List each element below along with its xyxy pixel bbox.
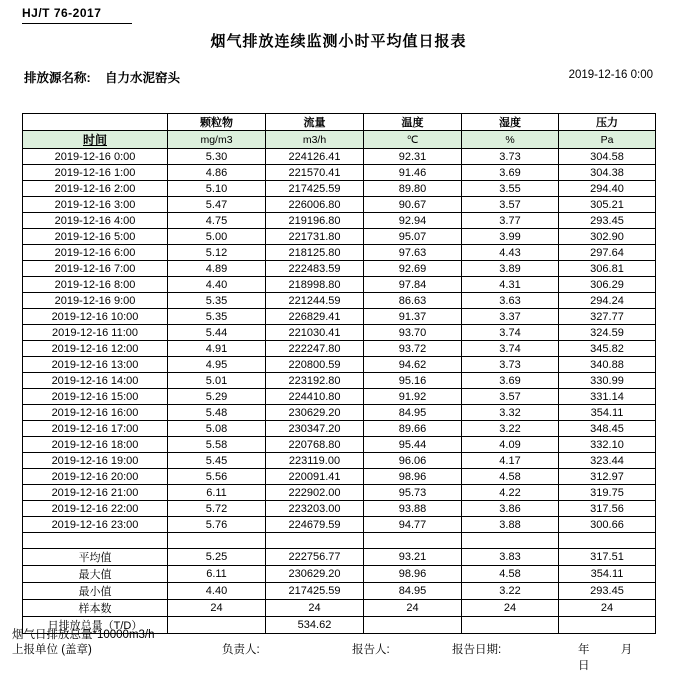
cell-particulate: 4.40 <box>168 277 266 293</box>
cell-flow: 224126.41 <box>266 149 364 165</box>
cell-flow: 223203.00 <box>266 501 364 517</box>
cell-particulate: 5.12 <box>168 245 266 261</box>
stat-particulate: 5.25 <box>168 549 266 566</box>
stat-particulate: 4.40 <box>168 583 266 600</box>
cell-particulate: 5.56 <box>168 469 266 485</box>
cell-time: 2019-12-16 1:00 <box>23 165 168 181</box>
spacer-cell <box>23 533 168 549</box>
cell-particulate: 5.35 <box>168 309 266 325</box>
table-row <box>23 181 656 197</box>
cell-particulate: 5.44 <box>168 325 266 341</box>
stat-pressure: 24 <box>559 600 656 617</box>
cell-flow: 223192.80 <box>266 373 364 389</box>
stat-temperature: 93.21 <box>364 549 462 566</box>
cell-time: 2019-12-16 4:00 <box>23 213 168 229</box>
cell-flow: 220091.41 <box>266 469 364 485</box>
unit-time: 时间 <box>23 131 168 149</box>
cell-particulate: 4.91 <box>168 341 266 357</box>
table-row <box>23 261 656 277</box>
cell-humidity: 3.88 <box>462 517 559 533</box>
cell-flow: 219196.80 <box>266 213 364 229</box>
cell-humidity: 3.22 <box>462 421 559 437</box>
cell-pressure: 305.21 <box>559 197 656 213</box>
cell-pressure: 323.44 <box>559 453 656 469</box>
header-flow: 流量 <box>266 114 364 131</box>
cell-particulate: 5.72 <box>168 501 266 517</box>
table-row <box>23 213 656 229</box>
table-row <box>23 373 656 389</box>
cell-temperature: 94.62 <box>364 357 462 373</box>
cell-particulate: 4.86 <box>168 165 266 181</box>
cell-pressure: 332.10 <box>559 437 656 453</box>
cell-temperature: 84.95 <box>364 405 462 421</box>
cell-flow: 221030.41 <box>266 325 364 341</box>
cell-particulate: 5.76 <box>168 517 266 533</box>
cell-temperature: 98.96 <box>364 469 462 485</box>
cell-temperature: 95.16 <box>364 373 462 389</box>
cell-humidity: 4.17 <box>462 453 559 469</box>
cell-temperature: 95.73 <box>364 485 462 501</box>
cell-particulate: 5.00 <box>168 229 266 245</box>
table-unit-row <box>23 131 656 149</box>
cell-humidity: 3.89 <box>462 261 559 277</box>
cell-temperature: 92.31 <box>364 149 462 165</box>
cell-pressure: 331.14 <box>559 389 656 405</box>
table-header-row <box>23 114 656 131</box>
stat-label: 最小值 <box>23 583 168 600</box>
stat-row-max <box>23 566 656 583</box>
stat-temperature: 84.95 <box>364 583 462 600</box>
cell-humidity: 3.77 <box>462 213 559 229</box>
cell-pressure: 330.99 <box>559 373 656 389</box>
stat-row-average <box>23 549 656 566</box>
table-row <box>23 149 656 165</box>
cell-temperature: 91.92 <box>364 389 462 405</box>
cell-humidity: 3.37 <box>462 309 559 325</box>
table-row <box>23 197 656 213</box>
cell-temperature: 90.67 <box>364 197 462 213</box>
cell-pressure: 300.66 <box>559 517 656 533</box>
table-row <box>23 421 656 437</box>
cell-flow: 220768.80 <box>266 437 364 453</box>
cell-particulate: 5.30 <box>168 149 266 165</box>
stat-particulate: 6.11 <box>168 566 266 583</box>
daily-total-pressure <box>559 617 656 634</box>
cell-particulate: 5.47 <box>168 197 266 213</box>
cell-time: 2019-12-16 15:00 <box>23 389 168 405</box>
stat-pressure: 354.11 <box>559 566 656 583</box>
cell-humidity: 3.73 <box>462 149 559 165</box>
table-row <box>23 357 656 373</box>
cell-particulate: 5.35 <box>168 293 266 309</box>
table-row <box>23 341 656 357</box>
cell-flow: 222247.80 <box>266 341 364 357</box>
cell-flow: 218998.80 <box>266 277 364 293</box>
cell-humidity: 3.69 <box>462 373 559 389</box>
cell-temperature: 91.37 <box>364 309 462 325</box>
cell-flow: 220800.59 <box>266 357 364 373</box>
stat-flow: 222756.77 <box>266 549 364 566</box>
cell-time: 2019-12-16 21:00 <box>23 485 168 501</box>
cell-humidity: 3.32 <box>462 405 559 421</box>
cell-temperature: 97.63 <box>364 245 462 261</box>
cell-particulate: 5.48 <box>168 405 266 421</box>
cell-humidity: 4.09 <box>462 437 559 453</box>
cell-time: 2019-12-16 22:00 <box>23 501 168 517</box>
cell-time: 2019-12-16 11:00 <box>23 325 168 341</box>
unit-pressure: Pa <box>559 131 656 149</box>
footer-unit-seal: 上报单位 (盖章) <box>12 644 92 656</box>
cell-flow: 230347.20 <box>266 421 364 437</box>
cell-time: 2019-12-16 7:00 <box>23 261 168 277</box>
cell-particulate: 5.29 <box>168 389 266 405</box>
page-title: 烟气排放连续监测小时平均值日报表 <box>210 33 467 50</box>
cell-pressure: 304.58 <box>559 149 656 165</box>
cell-flow: 221570.41 <box>266 165 364 181</box>
footer-total-note: 烟气日排放总量*10000m3/h <box>12 629 155 641</box>
cell-temperature: 96.06 <box>364 453 462 469</box>
cell-temperature: 93.70 <box>364 325 462 341</box>
cell-particulate: 5.08 <box>168 421 266 437</box>
cell-temperature: 92.69 <box>364 261 462 277</box>
spacer-cell <box>168 533 266 549</box>
cell-flow: 221731.80 <box>266 229 364 245</box>
cell-temperature: 95.07 <box>364 229 462 245</box>
cell-humidity: 3.74 <box>462 325 559 341</box>
cell-time: 2019-12-16 5:00 <box>23 229 168 245</box>
cell-time: 2019-12-16 9:00 <box>23 293 168 309</box>
table-row <box>23 165 656 181</box>
footer-reporter: 报告人: <box>352 644 390 656</box>
table-row <box>23 485 656 501</box>
cell-pressure: 348.45 <box>559 421 656 437</box>
cell-pressure: 302.90 <box>559 229 656 245</box>
cell-humidity: 3.57 <box>462 389 559 405</box>
stat-humidity: 4.58 <box>462 566 559 583</box>
cell-time: 2019-12-16 6:00 <box>23 245 168 261</box>
table-row <box>23 325 656 341</box>
stat-flow: 24 <box>266 600 364 617</box>
cell-temperature: 89.80 <box>364 181 462 197</box>
cell-pressure: 306.81 <box>559 261 656 277</box>
stat-humidity: 3.83 <box>462 549 559 566</box>
cell-pressure: 340.88 <box>559 357 656 373</box>
unit-humidity: % <box>462 131 559 149</box>
cell-temperature: 93.88 <box>364 501 462 517</box>
cell-temperature: 91.46 <box>364 165 462 181</box>
stat-flow: 230629.20 <box>266 566 364 583</box>
cell-particulate: 5.10 <box>168 181 266 197</box>
cell-time: 2019-12-16 3:00 <box>23 197 168 213</box>
cell-pressure: 345.82 <box>559 341 656 357</box>
source-label: 排放源名称: <box>24 71 91 85</box>
cell-flow: 221244.59 <box>266 293 364 309</box>
stat-humidity: 3.22 <box>462 583 559 600</box>
stat-pressure: 293.45 <box>559 583 656 600</box>
cell-time: 2019-12-16 10:00 <box>23 309 168 325</box>
hourly-average-table <box>22 113 656 634</box>
report-datetime: 2019-12-16 0:00 <box>568 69 653 81</box>
daily-total-temperature <box>364 617 462 634</box>
table-row <box>23 293 656 309</box>
cell-temperature: 93.72 <box>364 341 462 357</box>
cell-flow: 226829.41 <box>266 309 364 325</box>
cell-particulate: 5.58 <box>168 437 266 453</box>
cell-flow: 224410.80 <box>266 389 364 405</box>
cell-pressure: 297.64 <box>559 245 656 261</box>
cell-humidity: 3.73 <box>462 357 559 373</box>
stat-humidity: 24 <box>462 600 559 617</box>
table-row <box>23 245 656 261</box>
cell-time: 2019-12-16 12:00 <box>23 341 168 357</box>
cell-pressure: 293.45 <box>559 213 656 229</box>
cell-flow: 218125.80 <box>266 245 364 261</box>
header-pressure: 压力 <box>559 114 656 131</box>
stat-row-min <box>23 583 656 600</box>
cell-flow: 217425.59 <box>266 181 364 197</box>
table-row <box>23 277 656 293</box>
stat-temperature: 24 <box>364 600 462 617</box>
daily-total-particulate <box>168 617 266 634</box>
cell-temperature: 94.77 <box>364 517 462 533</box>
table-row <box>23 309 656 325</box>
stat-particulate: 24 <box>168 600 266 617</box>
cell-flow: 224679.59 <box>266 517 364 533</box>
cell-temperature: 89.66 <box>364 421 462 437</box>
unit-temperature: ℃ <box>364 131 462 149</box>
cell-time: 2019-12-16 17:00 <box>23 421 168 437</box>
table-row <box>23 501 656 517</box>
cell-time: 2019-12-16 14:00 <box>23 373 168 389</box>
cell-flow: 230629.20 <box>266 405 364 421</box>
cell-humidity: 4.22 <box>462 485 559 501</box>
table-row <box>23 469 656 485</box>
cell-time: 2019-12-16 13:00 <box>23 357 168 373</box>
daily-total-humidity <box>462 617 559 634</box>
daily-total-label: 日排放总量（T/D） <box>23 617 168 634</box>
cell-time: 2019-12-16 23:00 <box>23 517 168 533</box>
stat-label: 最大值 <box>23 566 168 583</box>
cell-humidity: 3.99 <box>462 229 559 245</box>
table-row <box>23 389 656 405</box>
cell-particulate: 4.89 <box>168 261 266 277</box>
footer-report-date: 报告日期: <box>452 644 502 656</box>
daily-total-flow: 534.62 <box>266 617 364 634</box>
table-row <box>23 405 656 421</box>
cell-time: 2019-12-16 20:00 <box>23 469 168 485</box>
cell-particulate: 6.11 <box>168 485 266 501</box>
cell-particulate: 5.45 <box>168 453 266 469</box>
cell-pressure: 324.59 <box>559 325 656 341</box>
cell-humidity: 3.57 <box>462 197 559 213</box>
cell-humidity: 3.86 <box>462 501 559 517</box>
cell-temperature: 97.84 <box>364 277 462 293</box>
cell-flow: 222483.59 <box>266 261 364 277</box>
cell-pressure: 312.97 <box>559 469 656 485</box>
footer-year-month-day: 年 月 日 <box>578 644 647 672</box>
cell-time: 2019-12-16 2:00 <box>23 181 168 197</box>
cell-particulate: 5.01 <box>168 373 266 389</box>
stat-temperature: 98.96 <box>364 566 462 583</box>
cell-time: 2019-12-16 0:00 <box>23 149 168 165</box>
table-row <box>23 437 656 453</box>
spacer-cell <box>266 533 364 549</box>
unit-particulate: mg/m3 <box>168 131 266 149</box>
cell-pressure: 306.29 <box>559 277 656 293</box>
cell-humidity: 3.69 <box>462 165 559 181</box>
header-blank <box>23 114 168 131</box>
cell-pressure: 327.77 <box>559 309 656 325</box>
cell-humidity: 4.31 <box>462 277 559 293</box>
cell-temperature: 95.44 <box>364 437 462 453</box>
cell-pressure: 317.56 <box>559 501 656 517</box>
stat-label: 平均值 <box>23 549 168 566</box>
stat-pressure: 317.51 <box>559 549 656 566</box>
table-row <box>23 229 656 245</box>
footer-responsible: 负责人: <box>222 644 260 656</box>
cell-humidity: 4.58 <box>462 469 559 485</box>
source-value: 自力水泥窑头 <box>105 71 181 85</box>
cell-temperature: 86.63 <box>364 293 462 309</box>
cell-pressure: 304.38 <box>559 165 656 181</box>
stat-label: 样本数 <box>23 600 168 617</box>
cell-time: 2019-12-16 8:00 <box>23 277 168 293</box>
header-humidity: 湿度 <box>462 114 559 131</box>
header-temperature: 温度 <box>364 114 462 131</box>
unit-flow: m3/h <box>266 131 364 149</box>
cell-flow: 222902.00 <box>266 485 364 501</box>
header-rule <box>22 23 132 24</box>
cell-pressure: 319.75 <box>559 485 656 501</box>
spacer-cell <box>364 533 462 549</box>
cell-humidity: 3.55 <box>462 181 559 197</box>
cell-time: 2019-12-16 16:00 <box>23 405 168 421</box>
table-row <box>23 453 656 469</box>
cell-humidity: 3.74 <box>462 341 559 357</box>
cell-particulate: 4.95 <box>168 357 266 373</box>
cell-pressure: 354.11 <box>559 405 656 421</box>
stat-row-count <box>23 600 656 617</box>
header-particulate: 颗粒物 <box>168 114 266 131</box>
table-spacer-row <box>23 533 656 549</box>
cell-time: 2019-12-16 19:00 <box>23 453 168 469</box>
cell-pressure: 294.40 <box>559 181 656 197</box>
cell-flow: 223119.00 <box>266 453 364 469</box>
cell-temperature: 92.94 <box>364 213 462 229</box>
stat-flow: 217425.59 <box>266 583 364 600</box>
standard-code: HJ/T 76-2017 <box>22 6 102 20</box>
spacer-cell <box>559 533 656 549</box>
cell-flow: 226006.80 <box>266 197 364 213</box>
cell-pressure: 294.24 <box>559 293 656 309</box>
cell-humidity: 3.63 <box>462 293 559 309</box>
spacer-cell <box>462 533 559 549</box>
cell-time: 2019-12-16 18:00 <box>23 437 168 453</box>
table-row <box>23 517 656 533</box>
cell-particulate: 4.75 <box>168 213 266 229</box>
cell-humidity: 4.43 <box>462 245 559 261</box>
